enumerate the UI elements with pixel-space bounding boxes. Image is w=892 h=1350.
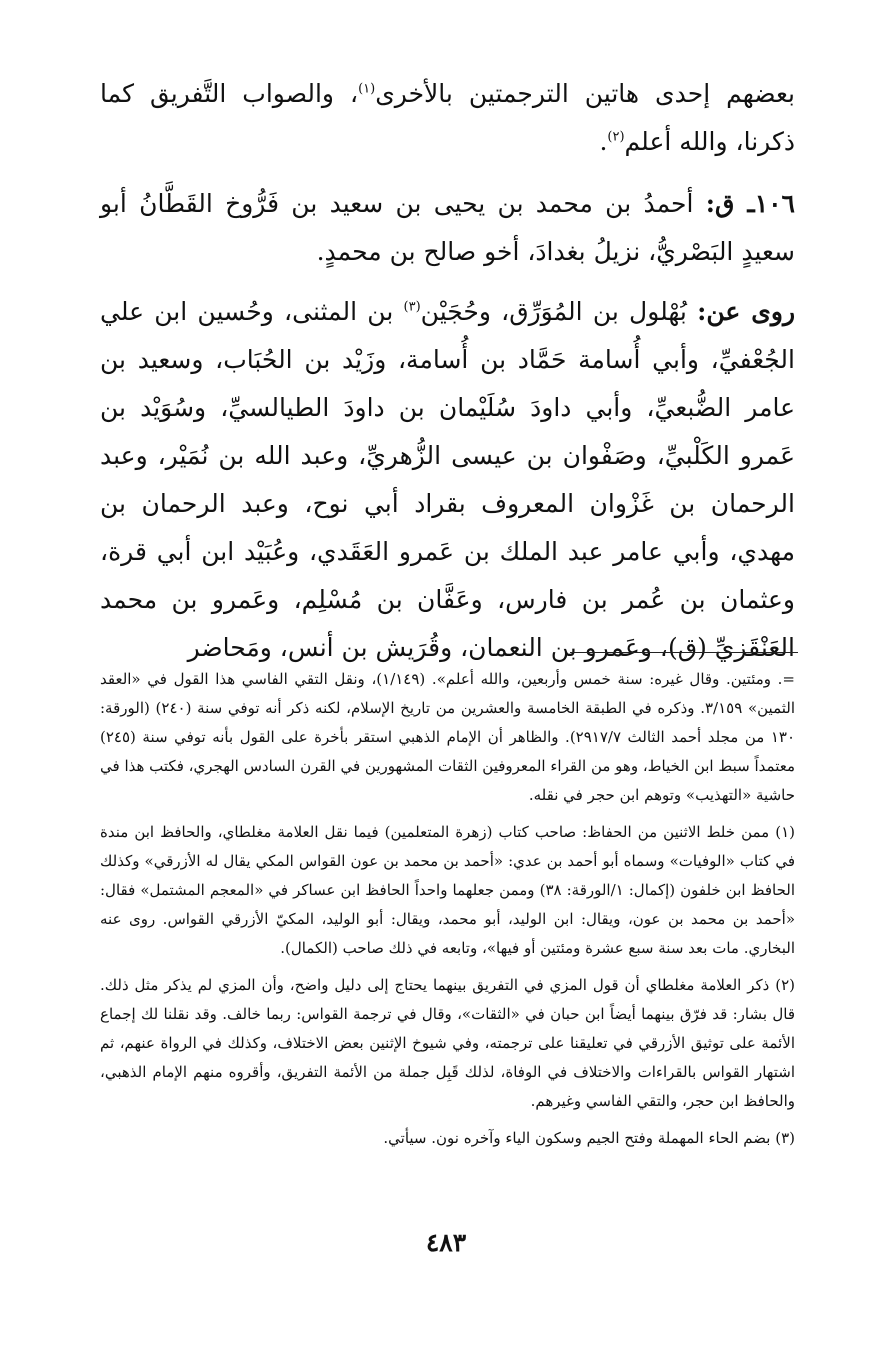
entry-text: أحمدُ بن محمد بن يحيى بن سعيد بن فَرُّوخ القَطَّانُ أبو سعيدٍ البَصْريُّ، نزيلُ بغدادَ، أخو صالح بن محمدٍ. bbox=[100, 189, 795, 266]
entry-heading-paragraph bbox=[100, 180, 795, 276]
page-number: ٤٨٣ bbox=[425, 1228, 467, 1257]
narrated-from-head: بُهْلول بن المُوَرِّق، وحُجَيْن bbox=[420, 297, 687, 326]
footnote-ref-1: (١) bbox=[358, 81, 376, 97]
continuation-tail: ، والصواب التَّفريق كما ذكرنا، والله أعلم bbox=[100, 79, 795, 156]
footnote-2: (٢) ذكر العلامة مغلطاي أن قول المزي في التفريق بينهما يحتاج إلى دليل واضح، وأن المزي لم يذكر مثل ذلك. قال بشار: قد فرّق بينهما أيضاً ابن حبان في «الثقات»، وقال في ترجمة القواس: ربما خالف. وقد نقلنا لك إجماع الأئمة على توثيق الأزرقي في تعليقنا على ترجمته، وفي شيوخ الإثنين بعض الاختلاف، وكذلك في الرواة عنهم، ثم اشتهار القواس بالقراءات والاختلاف في الوفاة، لذلك قَبِل جملة من الأئمة التفريق، وأقروه منهم الإمام الذهبي، والحافظ ابن حجر، والتقي الفاسي وغيرهم. bbox=[100, 976, 795, 1110]
narrated-from-text: بن المثنى، وحُسين ابن علي الجُعْفيِّ، وأبي أُسامة حَمَّاد بن أُسامة، وزَيْد بن الحُبَاب، وسعيد بن عامر الضُّبعيِّ، وأبي داودَ سُلَيْمان بن داودَ الطيالسيِّ، وسُوَيْد بن عَمرو الكَلْبيِّ، وصَفْوان بن عيسى الزُّهريِّ، وعبد الله بن نُمَيْر، وعبد الرحمان بن غَزْوان المعروف بقراد أبي نوح، وعبد الرحمان بن مهدي، وأبي عامر عبد الملك بن عَمرو العَقَدي، وعُبَيْد ابن أبي قرة، وعثمان بن عُمر بن فارس، وعَفَّان بن مُسْلِم، وعَمرو بن محمد العَنْقَزيِّ (ق)، وعَمرو بن النعمان، وقُرَيش بن أنس، ومَحاضر bbox=[100, 297, 796, 662]
footnote-ref-2: (٢) bbox=[607, 129, 625, 145]
footnote-divider bbox=[570, 652, 798, 653]
narrated-from-paragraph bbox=[100, 288, 795, 672]
continuation-paragraph bbox=[100, 70, 795, 166]
narrated-from-label: روى عن: bbox=[697, 297, 796, 326]
footnote-3: (٣) بضم الحاء المهملة وفتح الجيم وسكون الياء وآخره نون. سيأتي. bbox=[383, 1129, 795, 1147]
main-text bbox=[100, 70, 795, 672]
footnote-1: (١) ممن خلط الاثنين من الحفاظ: صاحب كتاب (زهرة المتعلمين) فيما نقل العلامة مغلطاي، والحافظ ابن مندة في كتاب «الوفيات» وسماه أبو أحمد بن عدي: «أحمد بن محمد بن عون القواس المكي يقال له الأزرقي» وكذلك الحافظ ابن خلفون (إكمال: ١/الورقة: ٣٨) وممن جعلهما واحداً الحافظ ابن عساكر في «المعجم المشتمل» فقال: «أحمد بن محمد بن عون، ويقال: ابن الوليد، أبو محمد، ويقال: أبو الوليد، المكيّ الأزرقي القواس. روى عنه البخاري. مات بعد سنة سبع عشرة ومئتين أو فيها»، وتابعه في ذلك صاحب (الكمال). bbox=[100, 823, 795, 957]
continuation-text: بعضهم إحدى هاتين الترجمتين بالأخرى bbox=[375, 79, 795, 108]
footnotes bbox=[100, 665, 795, 1153]
footnote-carryover: =. ومئتين. وقال غيره: سنة خمس وأربعين، والله أعلم». (١/١٤٩)، ونقل التقي الفاسي هذا القول في «العقد الثمين» ٣/١٥٩. وذكره في الطبقة الخامسة والعشرين من تاريخ الإسلام، لكنه ذكر أنه توفي سنة (٢٤٠) (الورقة: ١٣٠ من مجلد أحمد الثالث ٢٩١٧/٧). والظاهر أن الإمام الذهبي استقر بأخرة على القول بأنه توفي سنة (٢٤٥) معتمداً سبط ابن الخياط، وهو من القراء المعروفين الثقات المشهورين في القرن السادس الهجري، فكتب هذا في حاشية «التهذيب» وتوهم ابن حجر في نقله. bbox=[100, 670, 796, 804]
footnote-ref-3: (٣) bbox=[403, 299, 421, 315]
continuation-end: . bbox=[599, 127, 608, 156]
entry-number: ١٠٦ـ ق: bbox=[705, 189, 795, 218]
